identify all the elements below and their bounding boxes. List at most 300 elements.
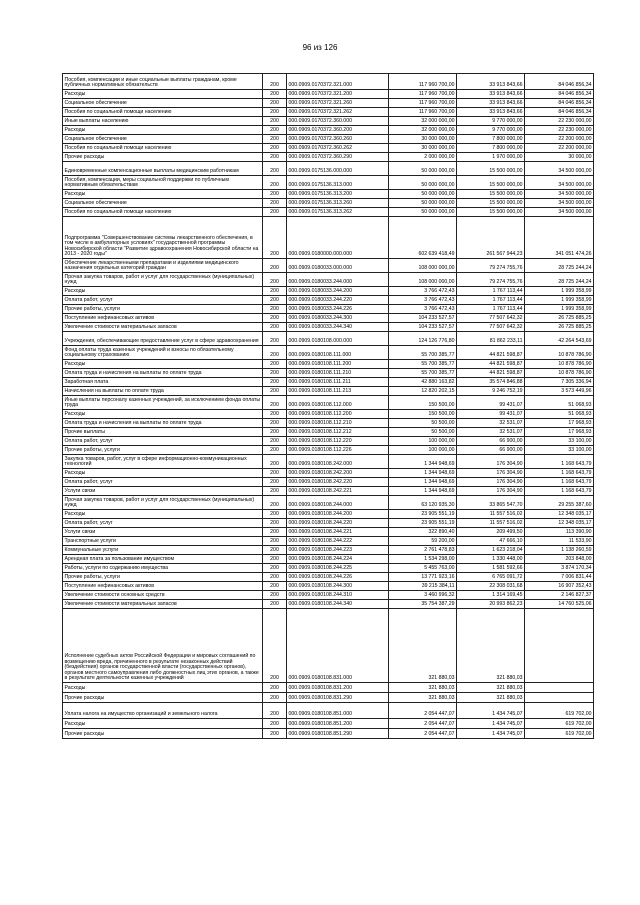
row-remaining-amount: 7 006 831,44 (525, 573, 594, 582)
row-remaining-amount: 12 348 035,17 (525, 510, 594, 519)
row-executed-amount: 44 821 598,87 (457, 360, 525, 369)
row-executed-amount: 33 913 843,66 (457, 108, 525, 117)
row-plan-amount: 150 500,00 (389, 410, 457, 419)
row-name: Расходы (63, 190, 263, 199)
row-admin-code: 200 (263, 564, 287, 573)
row-plan-amount: 104 233 527,57 (389, 323, 457, 332)
table-row (63, 546, 594, 555)
row-executed-amount: 1 767 113,44 (457, 287, 525, 296)
table-row (63, 378, 594, 387)
row-remaining-amount: 34 500 000,00 (525, 162, 594, 176)
row-name: Пособия, компенсации, меры социальной поддержки по публичным нормативным обязательствам (63, 176, 263, 190)
row-executed-amount: 79 274 755,76 (457, 259, 525, 273)
table-row (63, 455, 594, 469)
row-name: Оплата работ, услуг (63, 296, 263, 305)
table-row (63, 555, 594, 564)
row-budget-code: 000.0909.0180108.244.300 (287, 582, 389, 591)
table-row (63, 729, 594, 739)
row-executed-amount: 321 880,03 (457, 683, 525, 693)
table-row (63, 305, 594, 314)
row-executed-amount: 47 666,10 (457, 537, 525, 546)
row-admin-code: 200 (263, 360, 287, 369)
row-budget-code: 000.0909.0175136.313.260 (287, 199, 389, 208)
row-remaining-amount: 203 848,00 (525, 555, 594, 564)
row-remaining-amount: 1 168 643,79 (525, 455, 594, 469)
row-name: Транспортные услуги (63, 537, 263, 546)
row-plan-amount: 100 000,00 (389, 437, 457, 446)
row-budget-code: 000.0909.0180108.000.000 (287, 332, 389, 346)
row-executed-amount: 11 557 516,02 (457, 510, 525, 519)
table-row (63, 90, 594, 99)
row-remaining-amount: 34 500 000,00 (525, 199, 594, 208)
table-row (63, 332, 594, 346)
row-budget-code: 000.0909.0180000.000.000 (287, 217, 389, 259)
table-row (63, 162, 594, 176)
row-plan-amount: 1 344 948,69 (389, 469, 457, 478)
table-row (63, 537, 594, 546)
row-name: Оплата труда и начисления на выплаты по оплате труда (63, 419, 263, 428)
row-plan-amount: 321 880,03 (389, 683, 457, 693)
row-executed-amount: 1 434 745,07 (457, 719, 525, 729)
row-budget-code: 000.0909.0170372.360.262 (287, 144, 389, 153)
row-executed-amount: 35 574 846,88 (457, 378, 525, 387)
row-name: Коммунальные услуги (63, 546, 263, 555)
row-remaining-amount: 17 968,93 (525, 419, 594, 428)
row-executed-amount: 9 770 000,00 (457, 117, 525, 126)
row-plan-amount: 602 639 418,49 (389, 217, 457, 259)
row-executed-amount: 176 304,90 (457, 455, 525, 469)
row-executed-amount: 32 531,07 (457, 428, 525, 437)
row-plan-amount: 124 126 776,80 (389, 332, 457, 346)
row-name: Оплата работ, услуг (63, 519, 263, 528)
row-executed-amount: 15 500 000,00 (457, 176, 525, 190)
row-admin-code: 200 (263, 528, 287, 537)
row-budget-code: 000.0909.0175136.313.000 (287, 176, 389, 190)
row-budget-code: 000.0909.0180108.111.000 (287, 346, 389, 360)
table-row (63, 199, 594, 208)
row-budget-code: 000.0909.0175136.313.262 (287, 208, 389, 217)
row-admin-code: 200 (263, 582, 287, 591)
row-plan-amount: 50 500,00 (389, 419, 457, 428)
row-name: Арендная плата за пользование имуществом (63, 555, 263, 564)
table-row (63, 591, 594, 600)
row-name: Расходы (63, 510, 263, 519)
row-plan-amount: 117 960 700,00 (389, 99, 457, 108)
row-name: Начисления на выплаты по оплате труда (63, 387, 263, 396)
table-row (63, 510, 594, 519)
row-budget-code: 000.0909.0170372.360.000 (287, 117, 389, 126)
row-executed-amount: 66 900,00 (457, 437, 525, 446)
budget-table-body (63, 74, 594, 739)
row-executed-amount: 99 431,07 (457, 396, 525, 410)
row-admin-code: 200 (263, 126, 287, 135)
row-admin-code: 200 (263, 108, 287, 117)
row-executed-amount: 15 500 000,00 (457, 162, 525, 176)
row-name: Социальное обеспечение (63, 135, 263, 144)
row-remaining-amount: 1 168 643,79 (525, 487, 594, 496)
row-admin-code: 200 (263, 74, 287, 90)
row-remaining-amount: 10 878 786,90 (525, 369, 594, 378)
row-admin-code: 200 (263, 208, 287, 217)
row-remaining-amount: 34 500 000,00 (525, 208, 594, 217)
row-admin-code: 200 (263, 455, 287, 469)
row-admin-code: 200 (263, 144, 287, 153)
table-row (63, 74, 594, 90)
row-budget-code: 000.0909.0180108.244.222 (287, 537, 389, 546)
row-budget-code: 000.0909.0180108.244.200 (287, 510, 389, 519)
row-name: Прочие работы, услуги (63, 446, 263, 455)
row-name: Оплата труда и начисления на выплаты по оплате труда (63, 369, 263, 378)
table-row (63, 273, 594, 287)
row-budget-code: 000.0909.0180033.244.226 (287, 305, 389, 314)
row-name: Пособия по социальной помощи населению (63, 208, 263, 217)
row-name: Обеспечение лекарственными препаратами и изделиями медицинского назначения отдельных категорий граждан (63, 259, 263, 273)
row-executed-amount: 81 862 233,11 (457, 332, 525, 346)
row-admin-code: 200 (263, 693, 287, 703)
row-remaining-amount: 17 968,93 (525, 428, 594, 437)
table-row (63, 346, 594, 360)
table-row (63, 446, 594, 455)
row-remaining-amount: 33 100,00 (525, 446, 594, 455)
row-admin-code: 200 (263, 519, 287, 528)
row-plan-amount: 13 771 923,16 (389, 573, 457, 582)
table-row (63, 135, 594, 144)
row-remaining-amount (525, 609, 594, 683)
row-budget-code: 000.0909.0180108.244.224 (287, 555, 389, 564)
row-remaining-amount: 619 702,00 (525, 719, 594, 729)
row-admin-code: 200 (263, 496, 287, 510)
row-remaining-amount: 1 168 643,79 (525, 469, 594, 478)
row-budget-code: 000.0909.0180108.851.290 (287, 729, 389, 739)
row-plan-amount: 50 000 000,00 (389, 162, 457, 176)
row-remaining-amount: 22 230 000,00 (525, 117, 594, 126)
row-executed-amount: 15 500 000,00 (457, 199, 525, 208)
table-row (63, 419, 594, 428)
row-executed-amount: 1 314 169,45 (457, 591, 525, 600)
row-budget-code: 000.0909.0180108.244.340 (287, 600, 389, 609)
row-remaining-amount: 3 874 170,34 (525, 564, 594, 573)
row-budget-code: 000.0909.0170372.360.260 (287, 135, 389, 144)
row-remaining-amount: 619 702,00 (525, 729, 594, 739)
table-row (63, 609, 594, 683)
row-plan-amount: 55 700 385,77 (389, 346, 457, 360)
row-plan-amount: 39 215 384,11 (389, 582, 457, 591)
row-admin-code: 200 (263, 387, 287, 396)
row-budget-code: 000.0909.0180108.244.226 (287, 573, 389, 582)
row-admin-code: 200 (263, 369, 287, 378)
row-budget-code: 000.0909.0180108.244.310 (287, 591, 389, 600)
row-executed-amount: 79 274 755,76 (457, 273, 525, 287)
row-plan-amount: 23 905 551,19 (389, 519, 457, 528)
row-admin-code: 200 (263, 600, 287, 609)
table-row (63, 296, 594, 305)
row-remaining-amount (525, 693, 594, 703)
row-admin-code: 200 (263, 546, 287, 555)
row-remaining-amount: 22 200 000,00 (525, 144, 594, 153)
table-row (63, 487, 594, 496)
row-name: Расходы (63, 410, 263, 419)
row-budget-code: 000.0909.0180108.831.000 (287, 609, 389, 683)
table-row (63, 108, 594, 117)
row-admin-code: 200 (263, 510, 287, 519)
table-row (63, 719, 594, 729)
row-name: Фонд оплаты труда казенных учреждений и взносы по обязательному социальному страхованию (63, 346, 263, 360)
row-name: Пособия по социальной помощи населению (63, 108, 263, 117)
row-budget-code: 000.0909.0180108.111.200 (287, 360, 389, 369)
table-row (63, 582, 594, 591)
row-budget-code: 000.0909.0180108.831.290 (287, 693, 389, 703)
row-plan-amount: 2 000 000,00 (389, 153, 457, 162)
row-budget-code: 000.0909.0170372.321.000 (287, 74, 389, 90)
row-plan-amount: 32 000 000,00 (389, 126, 457, 135)
row-executed-amount: 15 500 000,00 (457, 190, 525, 199)
row-name: Прочие расходы (63, 729, 263, 739)
row-admin-code: 200 (263, 305, 287, 314)
row-admin-code: 200 (263, 487, 287, 496)
row-budget-code: 000.0909.0180108.851.000 (287, 703, 389, 719)
row-executed-amount: 33 913 843,66 (457, 74, 525, 90)
table-row (63, 428, 594, 437)
row-plan-amount: 1 344 948,69 (389, 487, 457, 496)
row-budget-code: 000.0909.0180108.112.000 (287, 396, 389, 410)
row-plan-amount: 50 000 000,00 (389, 199, 457, 208)
row-executed-amount: 1 581 592,66 (457, 564, 525, 573)
row-plan-amount: 63 120 935,30 (389, 496, 457, 510)
row-plan-amount: 30 000 000,00 (389, 144, 457, 153)
row-name: Услуги связи (63, 487, 263, 496)
row-admin-code: 200 (263, 437, 287, 446)
row-name: Оплата работ, услуг (63, 437, 263, 446)
row-budget-code: 000.0909.0180108.112.212 (287, 428, 389, 437)
row-admin-code: 200 (263, 469, 287, 478)
row-admin-code: 200 (263, 135, 287, 144)
row-executed-amount: 15 500 000,00 (457, 208, 525, 217)
row-name: Единовременные компенсационные выплаты медицинским работникам (63, 162, 263, 176)
table-row (63, 410, 594, 419)
row-name: Расходы (63, 469, 263, 478)
row-admin-code: 200 (263, 729, 287, 739)
row-plan-amount: 117 960 700,00 (389, 74, 457, 90)
table-row (63, 478, 594, 487)
row-name: Расходы (63, 683, 263, 693)
table-row (63, 519, 594, 528)
row-executed-amount: 11 557 516,02 (457, 519, 525, 528)
table-row (63, 190, 594, 199)
table-row (63, 600, 594, 609)
row-plan-amount: 2 054 447,07 (389, 703, 457, 719)
row-remaining-amount: 51 068,93 (525, 396, 594, 410)
table-row (63, 528, 594, 537)
row-admin-code: 200 (263, 162, 287, 176)
row-executed-amount: 32 531,07 (457, 419, 525, 428)
row-budget-code: 000.0909.0180108.111.213 (287, 387, 389, 396)
row-name: Прочая закупка товаров, работ и услуг для государственных (муниципальных) нужд (63, 273, 263, 287)
row-plan-amount: 1 534 298,00 (389, 555, 457, 564)
row-executed-amount: 1 434 745,07 (457, 703, 525, 719)
row-name: Расходы (63, 287, 263, 296)
row-budget-code: 000.0909.0180108.244.223 (287, 546, 389, 555)
row-executed-amount: 1 970 000,00 (457, 153, 525, 162)
row-admin-code: 200 (263, 573, 287, 582)
row-budget-code: 000.0909.0175136.313.200 (287, 190, 389, 199)
row-remaining-amount: 42 264 543,69 (525, 332, 594, 346)
row-name: Иные выплаты персоналу казенных учреждений, за исключением фонда оплаты труда (63, 396, 263, 410)
row-executed-amount: 77 507 642,32 (457, 323, 525, 332)
row-budget-code: 000.0909.0180108.242.000 (287, 455, 389, 469)
row-admin-code: 200 (263, 176, 287, 190)
row-plan-amount: 23 905 551,19 (389, 510, 457, 519)
row-remaining-amount: 34 500 000,00 (525, 176, 594, 190)
row-admin-code: 200 (263, 323, 287, 332)
row-plan-amount: 117 960 700,00 (389, 108, 457, 117)
row-remaining-amount: 10 878 786,90 (525, 346, 594, 360)
row-admin-code: 200 (263, 199, 287, 208)
row-remaining-amount: 29 255 387,60 (525, 496, 594, 510)
row-plan-amount: 30 000 000,00 (389, 135, 457, 144)
table-row (63, 369, 594, 378)
row-remaining-amount: 10 878 786,90 (525, 360, 594, 369)
row-budget-code: 000.0909.0170372.321.200 (287, 90, 389, 99)
row-remaining-amount: 12 348 035,17 (525, 519, 594, 528)
row-name: Иные выплаты населению (63, 117, 263, 126)
row-plan-amount: 1 344 948,69 (389, 455, 457, 469)
row-executed-amount: 99 431,07 (457, 410, 525, 419)
row-name: Прочие выплаты (63, 428, 263, 437)
table-row (63, 208, 594, 217)
row-budget-code: 000.0909.0180033.000.000 (287, 259, 389, 273)
row-admin-code: 200 (263, 99, 287, 108)
row-remaining-amount: 51 068,93 (525, 410, 594, 419)
row-admin-code: 200 (263, 273, 287, 287)
row-name: Прочие расходы (63, 153, 263, 162)
row-plan-amount: 321 880,03 (389, 693, 457, 703)
row-plan-amount: 3 766 472,43 (389, 305, 457, 314)
row-remaining-amount: 341 051 474,26 (525, 217, 594, 259)
row-admin-code: 200 (263, 609, 287, 683)
row-plan-amount: 2 054 447,07 (389, 729, 457, 739)
row-name: Поступление нефинансовых активов (63, 582, 263, 591)
row-plan-amount: 150 500,00 (389, 396, 457, 410)
table-row (63, 314, 594, 323)
row-executed-amount: 1 623 218,04 (457, 546, 525, 555)
row-budget-code: 000.0909.0180108.851.200 (287, 719, 389, 729)
row-admin-code: 200 (263, 190, 287, 199)
row-executed-amount: 7 800 000,00 (457, 144, 525, 153)
table-row (63, 99, 594, 108)
row-remaining-amount (525, 683, 594, 693)
row-executed-amount: 33 913 843,66 (457, 99, 525, 108)
row-plan-amount: 3 460 996,32 (389, 591, 457, 600)
row-admin-code: 200 (263, 259, 287, 273)
row-plan-amount: 322 890,40 (389, 528, 457, 537)
row-remaining-amount: 84 046 856,34 (525, 90, 594, 99)
row-remaining-amount: 11 533,90 (525, 537, 594, 546)
row-name: Поступление нефинансовых активов (63, 314, 263, 323)
row-remaining-amount: 3 573 449,96 (525, 387, 594, 396)
row-admin-code: 200 (263, 296, 287, 305)
row-plan-amount: 50 000 000,00 (389, 208, 457, 217)
table-row (63, 693, 594, 703)
table-row (63, 564, 594, 573)
table-row (63, 360, 594, 369)
row-remaining-amount: 22 200 000,00 (525, 135, 594, 144)
table-row (63, 287, 594, 296)
row-name: Социальное обеспечение (63, 99, 263, 108)
row-executed-amount: 22 308 031,68 (457, 582, 525, 591)
row-name: Прочие расходы (63, 693, 263, 703)
row-admin-code: 200 (263, 153, 287, 162)
table-row (63, 573, 594, 582)
table-row (63, 217, 594, 259)
row-admin-code: 200 (263, 478, 287, 487)
row-name: Прочие работы, услуги (63, 573, 263, 582)
row-remaining-amount: 1 999 358,99 (525, 296, 594, 305)
table-row (63, 153, 594, 162)
table-row (63, 437, 594, 446)
row-plan-amount: 5 455 763,00 (389, 564, 457, 573)
row-admin-code: 200 (263, 683, 287, 693)
row-remaining-amount: 34 500 000,00 (525, 190, 594, 199)
row-admin-code: 200 (263, 287, 287, 296)
row-remaining-amount: 1 999 358,99 (525, 305, 594, 314)
row-executed-amount: 176 304,90 (457, 469, 525, 478)
row-executed-amount: 33 913 843,66 (457, 90, 525, 99)
row-executed-amount: 1 434 745,07 (457, 729, 525, 739)
row-admin-code: 200 (263, 332, 287, 346)
row-remaining-amount: 2 146 827,37 (525, 591, 594, 600)
row-plan-amount: 321 880,03 (389, 609, 457, 683)
row-executed-amount: 1 767 113,44 (457, 296, 525, 305)
row-plan-amount: 59 200,00 (389, 537, 457, 546)
row-plan-amount: 108 000 000,00 (389, 273, 457, 287)
row-admin-code: 200 (263, 446, 287, 455)
row-name: Оплата работ, услуг (63, 478, 263, 487)
table-row (63, 496, 594, 510)
row-plan-amount: 12 820 202,15 (389, 387, 457, 396)
row-name: Пособия по социальной помощи населению (63, 144, 263, 153)
row-plan-amount: 3 766 472,43 (389, 296, 457, 305)
table-row (63, 703, 594, 719)
row-plan-amount: 3 766 472,43 (389, 287, 457, 296)
budget-execution-table (62, 73, 594, 739)
row-name: Расходы (63, 719, 263, 729)
row-budget-code: 000.0909.0180108.112.226 (287, 446, 389, 455)
row-remaining-amount: 1 138 260,59 (525, 546, 594, 555)
row-admin-code: 200 (263, 378, 287, 387)
row-remaining-amount: 28 725 244,24 (525, 273, 594, 287)
row-executed-amount: 66 900,00 (457, 446, 525, 455)
row-executed-amount: 77 507 642,32 (457, 314, 525, 323)
row-budget-code: 000.0909.0170372.360.290 (287, 153, 389, 162)
row-name: Закупка товаров, работ, услуг в сфере информационно-коммуникационных технологий (63, 455, 263, 469)
row-budget-code: 000.0909.0180108.112.220 (287, 437, 389, 446)
row-executed-amount: 176 304,90 (457, 478, 525, 487)
row-remaining-amount: 7 305 336,94 (525, 378, 594, 387)
row-budget-code: 000.0909.0170372.360.200 (287, 126, 389, 135)
row-budget-code: 000.0909.0180108.242.220 (287, 478, 389, 487)
row-name: Пособия, компенсации и иные социальные выплаты гражданам, кроме публичных нормативных обязательств (63, 74, 263, 90)
table-row (63, 469, 594, 478)
row-name: Расходы (63, 90, 263, 99)
row-admin-code: 200 (263, 537, 287, 546)
row-remaining-amount: 1 999 358,99 (525, 287, 594, 296)
row-budget-code: 000.0909.0180108.831.200 (287, 683, 389, 693)
row-plan-amount: 2 761 478,83 (389, 546, 457, 555)
row-admin-code: 200 (263, 90, 287, 99)
row-name: Увеличение стоимости основных средств (63, 591, 263, 600)
table-row (63, 259, 594, 273)
row-admin-code: 200 (263, 428, 287, 437)
